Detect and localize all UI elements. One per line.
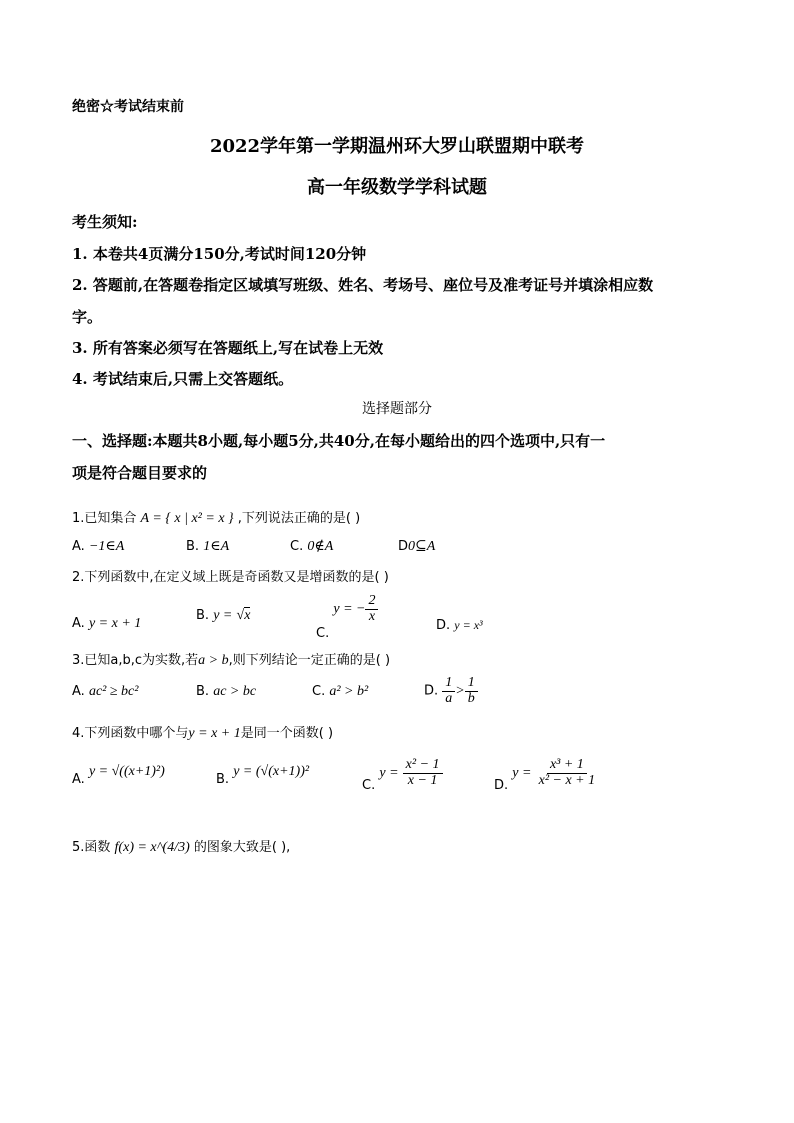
numerator: 1: [442, 676, 455, 692]
denominator: x: [368, 608, 376, 624]
sqrt-sign: √: [236, 608, 245, 623]
denominator: x² − x + 1: [538, 772, 596, 788]
q3-stem-end: ,则下列结论一定正确的是( ): [228, 653, 391, 668]
option-label: B.: [196, 684, 210, 699]
option-value: 0⊆A: [408, 539, 436, 554]
option-label: B.: [186, 539, 200, 554]
q1-option-a: [72, 538, 124, 555]
section-instructions-cont: 项是符合题目要求的: [72, 464, 208, 482]
confidential-label: 绝密☆考试结束前: [72, 99, 184, 115]
option-value: y = x + 1: [88, 616, 142, 631]
option-label: B.: [216, 772, 230, 787]
q5-function: f(x) = x^(4/3): [114, 840, 190, 855]
q4-option-d: [494, 757, 598, 793]
question-5: [72, 836, 290, 856]
option-value: ac > bc: [213, 684, 257, 699]
notice-item-4: 4. 考试结束后,只需上交答题纸。: [72, 370, 294, 388]
q1-option-d: [398, 538, 435, 555]
q1-set: A = { x | x² = x }: [140, 511, 234, 526]
exam-subtitle: 高一年级数学学科试题: [307, 177, 487, 198]
option-value: y = (√(x+1))²: [233, 764, 310, 779]
denominator: a: [445, 690, 453, 706]
q3-stem-start: 3.已知a,b,c为实数,若: [72, 653, 199, 668]
option-label: C.: [312, 684, 326, 699]
option-label: A.: [72, 539, 85, 554]
option-label: C.: [362, 777, 376, 793]
greater-sign: >: [455, 683, 465, 699]
option-label: A.: [72, 772, 85, 787]
q2-option-a: [72, 616, 141, 632]
option-label: C.: [290, 539, 304, 554]
exam-title: 2022学年第一学期温州环大罗山联盟期中联考: [209, 136, 585, 157]
notice-item-3: 3. 所有答案必须写在答题纸上,写在试卷上无效: [72, 339, 384, 357]
q3-option-a: [72, 684, 138, 700]
option-value: a² > b²: [329, 684, 369, 699]
q3-option-c: [312, 684, 368, 700]
option-label: D.: [494, 777, 509, 793]
question-1: [72, 507, 360, 527]
q4-function: y = x + 1: [188, 726, 241, 741]
numerator: 1: [465, 676, 478, 692]
q2-option-b: [196, 608, 250, 624]
q1-option-c: [290, 538, 333, 555]
q4-stem-end: 是同一个函数( ): [240, 726, 334, 741]
radicand: x: [244, 608, 251, 623]
q4-option-a: [72, 764, 165, 788]
option-value: −1∈A: [88, 539, 125, 554]
q1-suffix: ,下列说法正确的是( ): [237, 511, 361, 526]
option-label: D.: [436, 618, 451, 633]
q4-option-b: [216, 764, 310, 788]
notice-item-2: 2. 答题前,在答题卷指定区域填写班级、姓名、考场号、座位号及准考证号并填涂相应数: [72, 276, 654, 294]
option-value: y = √((x+1)²): [88, 764, 165, 779]
fraction: [536, 758, 599, 788]
q4-option-c: [362, 757, 443, 793]
q1-option-b: [186, 538, 229, 555]
q3-condition: a > b: [198, 653, 229, 668]
notice-item-2-cont: 字。: [72, 308, 103, 326]
section-title: 选择题部分: [362, 401, 432, 417]
notice-heading: 考生须知:: [72, 213, 138, 231]
numerator: x² − 1: [403, 758, 443, 774]
q3-option-d: [424, 676, 478, 706]
question-4: [72, 722, 333, 742]
option-value: y =: [379, 765, 399, 781]
option-value: y = −: [333, 601, 366, 617]
numerator: 2: [365, 594, 378, 610]
q5-suffix: 的图象大致是( ),: [193, 840, 291, 855]
option-value: 1∈A: [203, 539, 230, 554]
option-value: y = x³: [454, 618, 483, 632]
fraction: [442, 676, 455, 706]
question-2: 2.下列函数中,在定义域上既是奇函数又是增函数的是( ): [72, 570, 389, 585]
fraction: [465, 676, 478, 706]
denominator: x − 1: [407, 772, 438, 788]
option-value: ac² ≥ bc²: [88, 684, 139, 699]
section-instructions: 一、选择题:本题共8小题,每小题5分,共40分,在每小题给出的四个选项中,只有一: [72, 432, 606, 450]
q4-stem-start: 4.下列函数中哪个与: [72, 726, 189, 741]
q1-prefix: 1.已知集合: [72, 511, 137, 526]
option-label: D: [398, 539, 409, 554]
option-value: 0∉A: [307, 539, 334, 554]
numerator: x³ + 1: [547, 758, 587, 774]
option-value: y =: [512, 765, 532, 781]
option-label: B.: [196, 608, 210, 623]
option-label: D.: [424, 683, 439, 699]
q3-option-b: [196, 684, 256, 700]
question-3: [72, 649, 390, 669]
fraction: [403, 758, 443, 788]
option-label: A.: [72, 616, 85, 631]
option-value: y =: [213, 608, 233, 623]
option-label: C.: [316, 625, 330, 641]
q2-option-d: [436, 618, 483, 633]
q2-option-c: [316, 593, 378, 641]
fraction: [365, 594, 378, 624]
option-label: A.: [72, 684, 85, 699]
q5-prefix: 5.函数: [72, 840, 111, 855]
notice-item-1: 1. 本卷共4页满分150分,考试时间120分钟: [72, 245, 367, 263]
denominator: b: [467, 690, 475, 706]
